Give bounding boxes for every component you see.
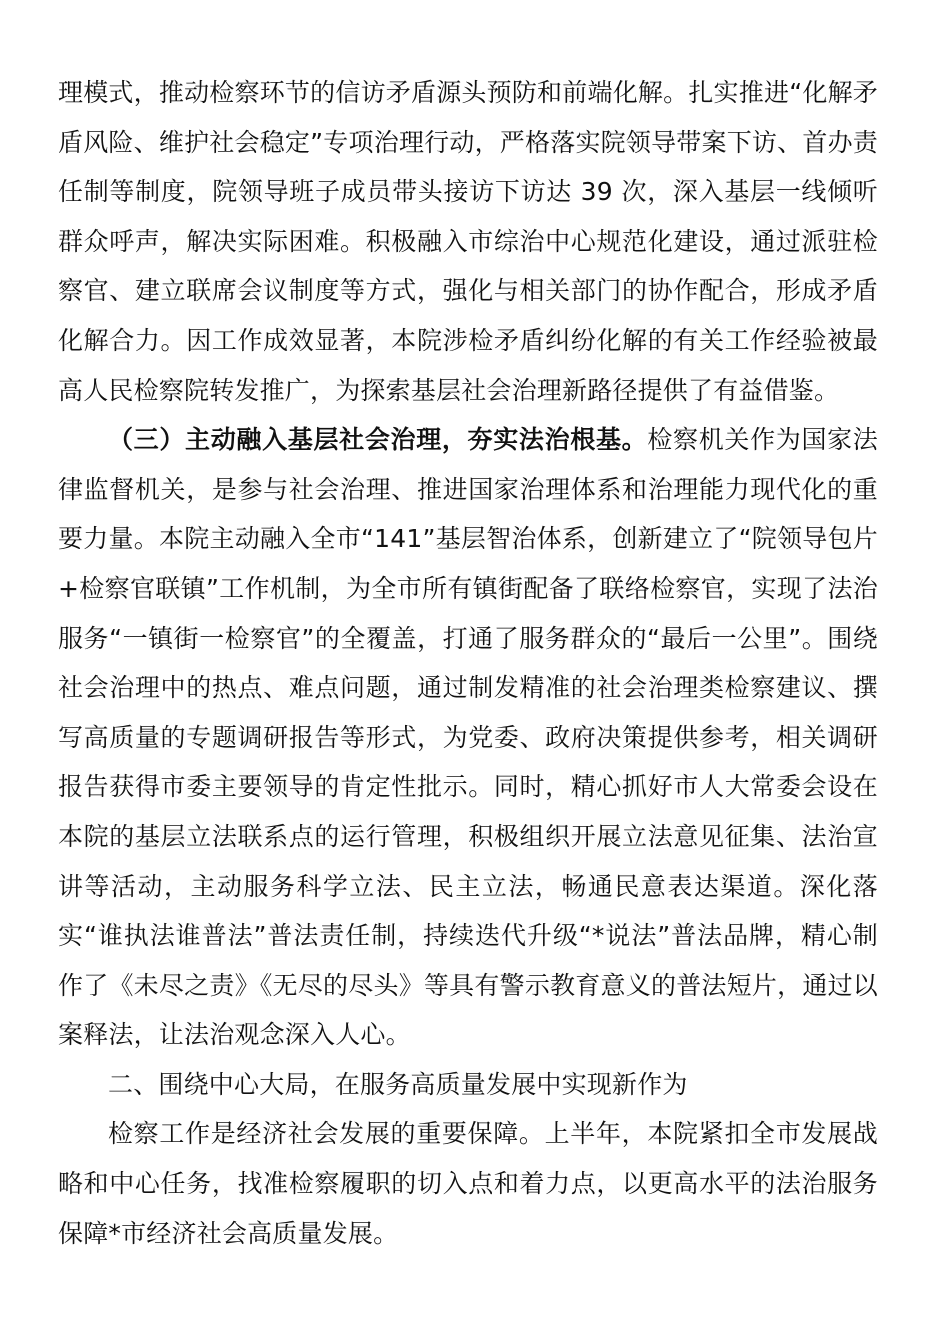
section-heading: 二、围绕中心大局，在服务高质量发展中实现新作为 [108, 1069, 688, 1099]
paragraph-grassroots-governance [58, 415, 878, 1060]
document-page [58, 68, 878, 1258]
paragraph-section-intro: 检察工作是经济社会发展的重要保障。上半年，本院紧扣全市发展战略和中心任务，找准检察履职的切入点和着力点，以更高水平的法治服务保障*市经济社会高质量发展。 [58, 1119, 878, 1248]
paragraph-body: 检察机关作为国家法律监督机关，是参与社会治理、推进国家治理体系和治理能力现代化的重要力量。本院主动融入全市“141”基层智治体系，创新建立了“院领导包片+检察官联镇”工作机制，为全市所有镇街配备了联络检察官，实现了法治服务“一镇街一检察官”的全覆盖，打通了服务群众的“最后一公里”。围绕社会治理中的热点、难点问题，通过制发精准的社会治理类检察建议、撰写高质量的专题调研报告等形式，为党委、政府决策提供参考，相关调研报告获得市委主要领导的肯定性批示。同时，精心抓好市人大常委会设在本院的基层立法联系点的运行管理，积极组织开展立法意见征集、法治宣讲等活动，主动服务科学立法、民主立法，畅通民意表达渠道。深化落实“谁执法谁普法”普法责任制，持续迭代升级“*说法”普法品牌，精心制作了《未尽之责》《无尽的尽头》等具有警示教育意义的普法短片，通过以案释法，让法治观念深入人心。 [58, 425, 879, 1050]
paragraph-continuation: 理模式，推动检察环节的信访矛盾源头预防和前端化解。扎实推进“化解矛盾风险、维护社会稳定”专项治理行动，严格落实院领导带案下访、首办责任制等制度，院领导班子成员带头接访下访达 39 次，深入基层一线倾听群众呼声，解决实际困难。积极融入市综治中心规范化建设，通过派驻检察官、建立联席会议制度等方式，强化与相关部门的协作配合，形成矛盾化解合力。因工作成效显著，本院涉检矛盾纠纷化解的有关工作经验被最高人民检察院转发推广，为探索基层社会治理新路径提供了有益借鉴。 [58, 78, 878, 405]
subsection-heading: （三）主动融入基层社会治理，夯实法治根基。 [108, 425, 648, 455]
